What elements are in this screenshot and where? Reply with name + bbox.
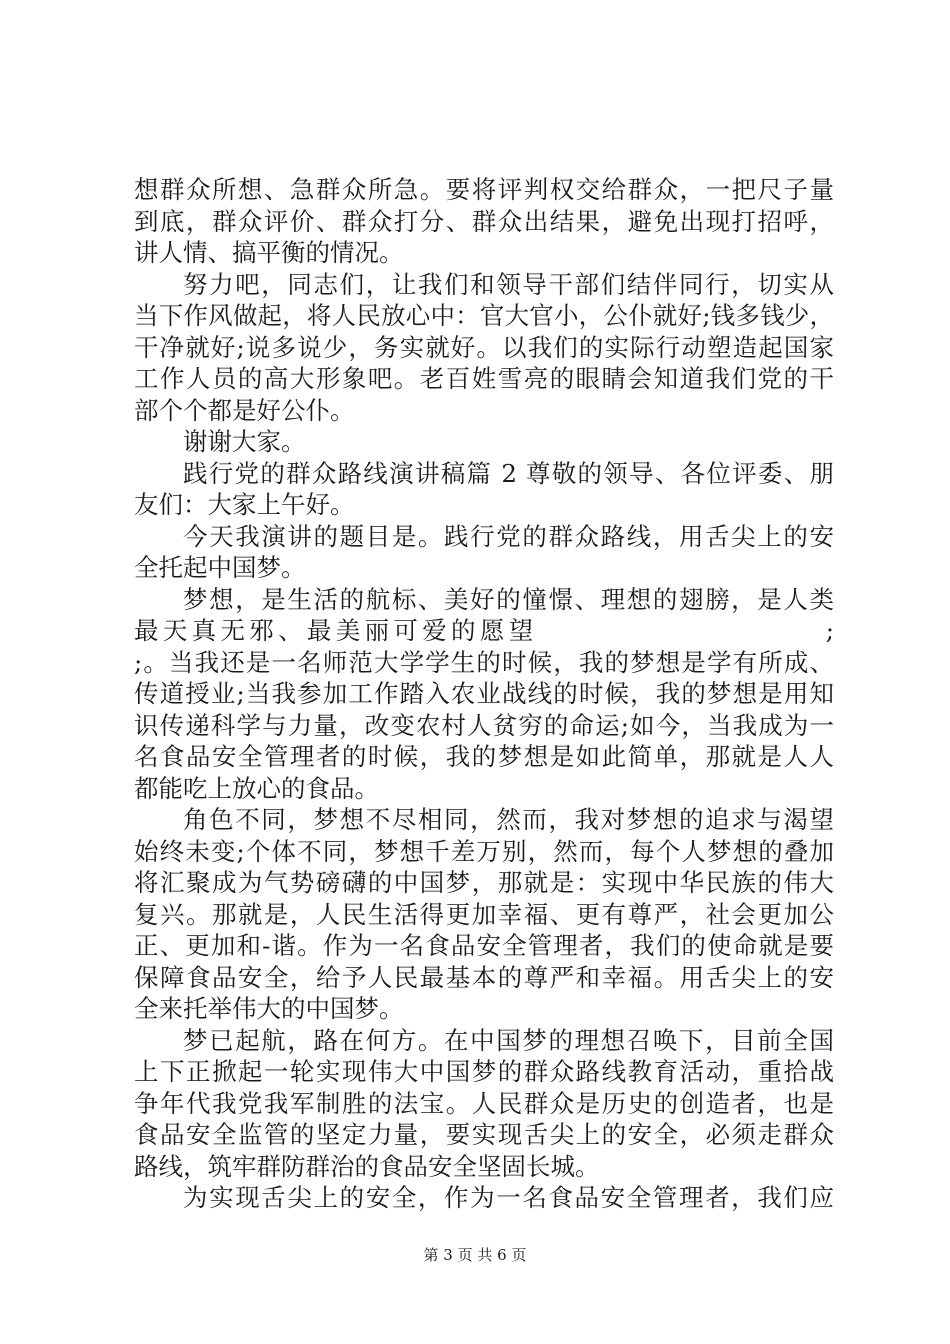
text-line: 讲人情、搞平衡的情况。 <box>134 238 404 267</box>
text-line: 角色不同，梦想不尽相同，然而，我对梦想的追求与渴望 <box>183 805 834 834</box>
text-line: 路线，筑牢群防群治的食品安全坚固长城。 <box>134 1151 600 1181</box>
text-line: 识传递科学与力量，改变农村人贫穷的命运;如今，当我成为一 <box>134 710 834 740</box>
text-line: 始终未变;个体不同，梦想千差万别，然而，每个人梦想的叠加 <box>134 836 834 866</box>
text-line: 谢谢大家。 <box>183 427 306 456</box>
page-number-footer: 第 3 页 共 6 页 <box>423 1246 527 1264</box>
text-line: 努力吧，同志们，让我们和领导干部们结伴同行，切实从 <box>183 269 834 299</box>
text-line: 梦已起航，路在何方。在中国梦的理想召唤下，目前全国 <box>183 1025 834 1055</box>
text-line: 全来托举伟大的中国梦。 <box>134 994 404 1023</box>
document-body <box>134 174 834 1214</box>
text-line: 正、更加和-谐。作为一名食品安全管理者，我们的使命就是要 <box>134 931 834 960</box>
text-line: 传道授业;当我参加工作踏入农业战线的时候，我的梦想是用知 <box>134 679 834 708</box>
text-line: 梦想，是生活的航标、美好的憧憬、理想的翅膀，是人类 <box>183 584 834 614</box>
text-line: 友们：大家上午好。 <box>134 490 355 519</box>
text-line: 上下正掀起一轮实现伟大中国梦的群众路线教育活动，重拾战 <box>134 1057 834 1086</box>
text-line: 保障食品安全，给予人民最基本的尊严和幸福。用舌尖上的安 <box>134 962 834 992</box>
text-line: 名食品安全管理者的时候，我的梦想是如此简单，那就是人人 <box>134 742 834 771</box>
text-line: 为实现舌尖上的安全，作为一名食品安全管理者，我们应 <box>183 1183 834 1212</box>
text-line: 工作人员的高大形象吧。老百姓雪亮的眼睛会知道我们党的干 <box>134 364 834 393</box>
text-line: 当下作风做起，将人民放心中：官大官小，公仆就好;钱多钱少， <box>134 301 834 330</box>
text-line: ;。当我还是一名师范大学学生的时候，我的梦想是学有所成、 <box>134 647 834 677</box>
text-line: 践行党的群众路线演讲稿篇 2 尊敬的领导、各位评委、朋 <box>183 458 834 488</box>
text-line: 想群众所想、急群众所急。要将评判权交给群众，一把尺子量 <box>134 175 834 204</box>
text-line: 将汇聚成为气势磅礴的中国梦，那就是：实现中华民族的伟大 <box>134 868 834 897</box>
text-line: 都能吃上放心的食品。 <box>134 773 379 803</box>
text-line: 今天我演讲的题目是。践行党的群众路线，用舌尖上的安 <box>183 521 834 551</box>
text-line: 到底，群众评价、群众打分、群众出结果，避免出现打招呼， <box>134 206 834 236</box>
text-line: 干净就好;说多说少，务实就好。以我们的实际行动塑造起国家 <box>134 332 834 362</box>
text-line: 复兴。那就是，人民生活得更加幸福、更有尊严，社会更加公 <box>134 899 834 929</box>
text-line: 食品安全监管的坚定力量，要实现舌尖上的安全，必须走群众 <box>134 1120 834 1149</box>
text-line: 争年代我党我军制胜的法宝。人民群众是历史的创造者，也是 <box>134 1088 834 1118</box>
text-line: 全托起中国梦。 <box>134 553 306 582</box>
text-line: 部个个都是好公仆。 <box>134 395 355 425</box>
text-line: 最天真无邪、最美丽可爱的愿望 ; <box>134 616 834 645</box>
